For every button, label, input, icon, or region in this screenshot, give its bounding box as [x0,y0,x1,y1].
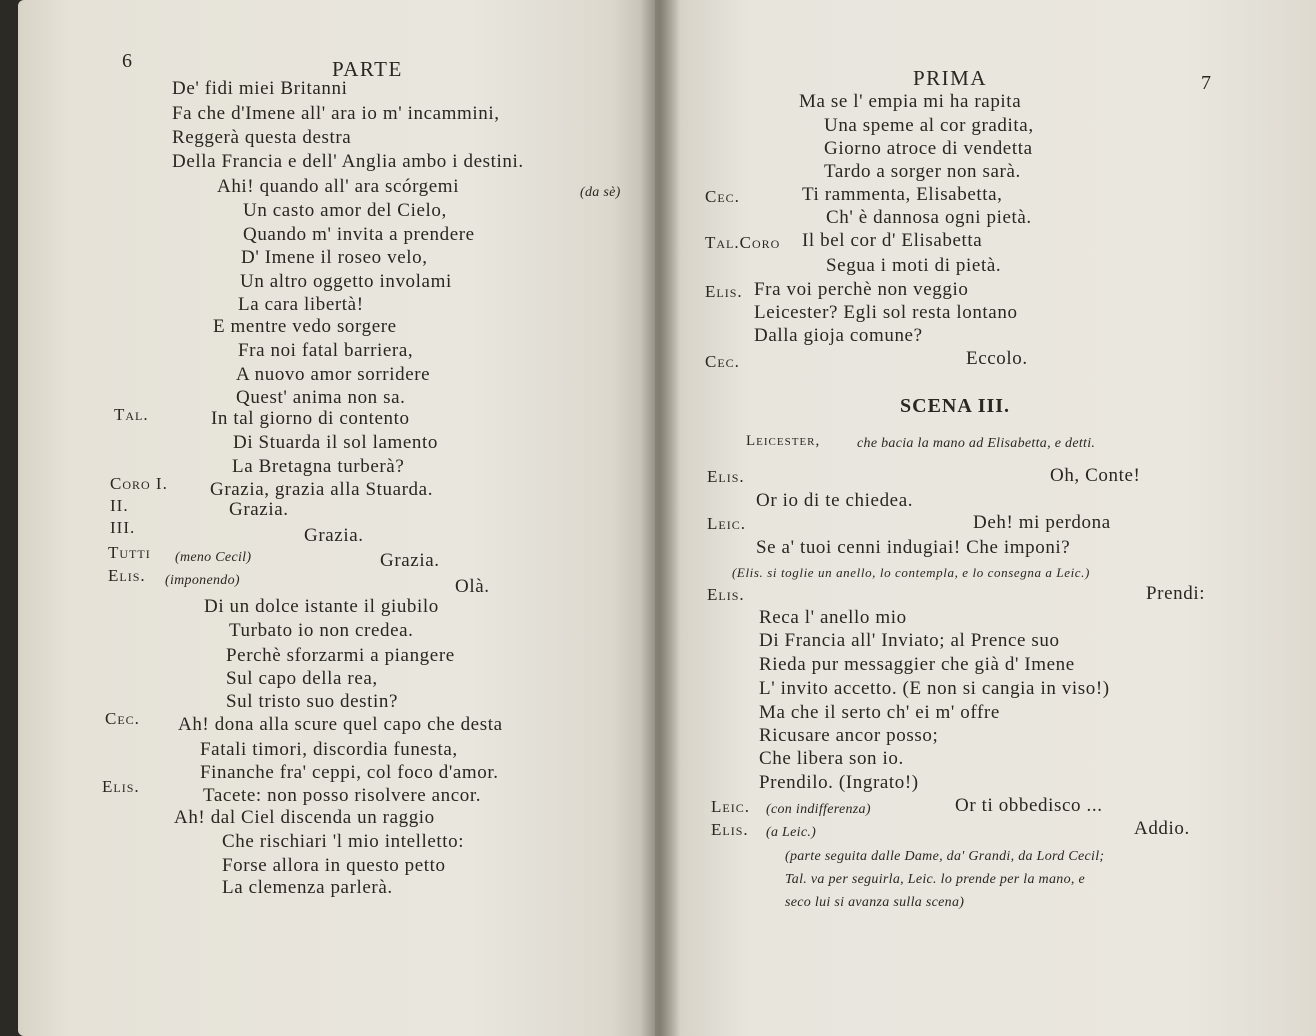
verse-line: Eccolo. [966,348,1028,369]
verse-line: Di Stuarda il sol lamento [233,432,438,453]
speaker-label: Cec. [705,352,740,371]
stage-direction: seco lui si avanza sulla scena) [785,895,965,910]
verse-line: De' fidi miei Britanni [172,78,348,99]
verse-line: Perchè sforzarmi a piangere [226,645,455,666]
verse-line: Ma se l' empia mi ha rapita [799,91,1022,112]
verse-line: Della Francia e dell' Anglia ambo i destini. [172,151,524,172]
stage-direction: Tal. va per seguirla, Leic. lo prende per la mano, e [785,872,1085,887]
verse-line: Il bel cor d' Elisabetta [802,230,983,251]
verse-line: D' Imene il roseo velo, [241,247,428,268]
verse-line: Ah! dal Ciel discenda un raggio [174,807,435,828]
verse-line: Giorno atroce di vendetta [824,138,1033,159]
book-gutter [640,0,680,1036]
speaker-label: Leic. [711,797,750,816]
verse-line: Rieda pur messaggier che già d' Imene [759,654,1075,675]
stage-direction: (con indifferenza) [766,802,871,817]
verse-line: Di un dolce istante il giubilo [204,596,439,617]
character-name: Leicester, [746,433,821,449]
speaker-label: Elis. [108,566,146,585]
verse-line: La Bretagna turberà? [232,456,405,477]
verse-line: Una speme al cor gradita, [824,115,1034,136]
verse-line: Un casto amor del Cielo, [243,200,447,221]
stage-direction: (meno Cecil) [175,550,252,565]
speaker-label: Coro I. [110,474,168,493]
verse-line: Or ti obbedisco ... [955,795,1103,816]
verse-line: L' invito accetto. (E non si cangia in viso!) [759,678,1110,699]
speaker-label: Elis. [705,282,743,301]
verse-line: Ricusare ancor posso; [759,725,939,746]
left-running-header: PARTE [332,57,403,81]
verse-line: Che libera son io. [759,748,904,769]
verse-line: Quando m' invita a prendere [243,224,475,245]
verse-line: Ahi! quando all' ara scórgemi [217,176,460,197]
verse-line: Addio. [1134,818,1190,839]
stage-direction: che bacia la mano ad Elisabetta, e detti. [857,436,1096,451]
speaker-label: III. [110,518,136,537]
stage-direction: (imponendo) [165,573,240,588]
verse-line: Grazia. [304,525,364,546]
right-page-number: 7 [1201,72,1211,94]
speaker-label: Cec. [105,709,140,728]
verse-line: Grazia. [229,499,289,520]
verse-line: Forse allora in questo petto [222,855,446,876]
verse-line: Deh! mi perdona [973,512,1111,533]
verse-line: In tal giorno di contento [211,408,410,429]
speaker-label: Tal. [114,405,149,424]
verse-line: Prendilo. (Ingrato!) [759,772,919,793]
verse-line: Ma che il serto ch' ei m' offre [759,702,1000,723]
verse-line: Olà. [455,576,490,597]
stage-direction: (Elis. si toglie un anello, lo contempla, e lo consegna a Leic.) [732,565,1090,580]
speaker-label: II. [110,496,129,515]
verse-line: Dalla gioja comune? [754,325,923,346]
verse-line: Prendi: [1146,583,1206,604]
verse-line: La cara libertà! [238,294,364,315]
verse-line: Di Francia all' Inviato; al Prence suo [759,630,1060,651]
speaker-label: Elis. [707,585,745,604]
verse-line: Finanche fra' ceppi, col foco d'amor. [200,762,499,783]
verse-line: Grazia. [380,550,440,571]
left-page-number: 6 [122,50,132,72]
verse-line: Fra noi fatal barriera, [238,340,414,361]
verse-line: Reca l' anello mio [759,607,907,628]
verse-line: Sul tristo suo destin? [226,691,399,712]
speaker-label: Elis. [102,777,140,796]
verse-line: Leicester? Egli sol resta lontano [754,302,1018,323]
verse-line: Fatali timori, discordia funesta, [200,739,458,760]
verse-line: Grazia, grazia alla Stuarda. [210,479,434,500]
verse-line: La clemenza parlerà. [222,877,393,898]
verse-line: Ti rammenta, Elisabetta, [802,184,1003,205]
scene-title: SCENA III. [900,395,1011,417]
verse-line: Ch' è dannosa ogni pietà. [826,207,1032,228]
verse-line: Reggerà questa destra [172,127,352,148]
speaker-label: Tal.Coro [705,233,781,252]
verse-line: Tacete: non posso risolvere ancor. [203,785,482,806]
verse-line: E mentre vedo sorgere [213,316,397,337]
stage-direction: (parte seguita dalle Dame, da' Grandi, da Lord Cecil; [785,849,1105,864]
right-running-header: PRIMA [913,66,988,90]
speaker-label: Cec. [705,187,740,206]
stage-direction: (a Leic.) [766,825,817,840]
verse-line: Se a' tuoi cenni indugiai! Che imponi? [756,537,1071,558]
speaker-label: Tutti [108,543,151,562]
verse-line: Ah! dona alla scure quel capo che desta [178,714,503,735]
verse-line: Oh, Conte! [1050,465,1141,486]
verse-line: Un altro oggetto involami [240,271,452,292]
verse-line: Fra voi perchè non veggio [754,279,969,300]
verse-line: Turbato io non credea. [229,620,414,641]
speaker-label: Elis. [711,820,749,839]
verse-line: Fa che d'Imene all' ara io m' incammini, [172,103,500,124]
verse-line: Quest' anima non sa. [236,387,406,408]
verse-line: Sul capo della rea, [226,668,378,689]
speaker-label: Elis. [707,467,745,486]
speaker-label: Leic. [707,514,746,533]
verse-line: A nuovo amor sorridere [236,364,431,385]
verse-line: Tardo a sorger non sarà. [824,161,1021,182]
verse-line: Or io di te chiedea. [756,490,914,511]
stage-direction: (da sè) [580,185,621,200]
verse-line: Che rischiari 'l mio intelletto: [222,831,465,852]
verse-line: Segua i moti di pietà. [826,255,1002,276]
